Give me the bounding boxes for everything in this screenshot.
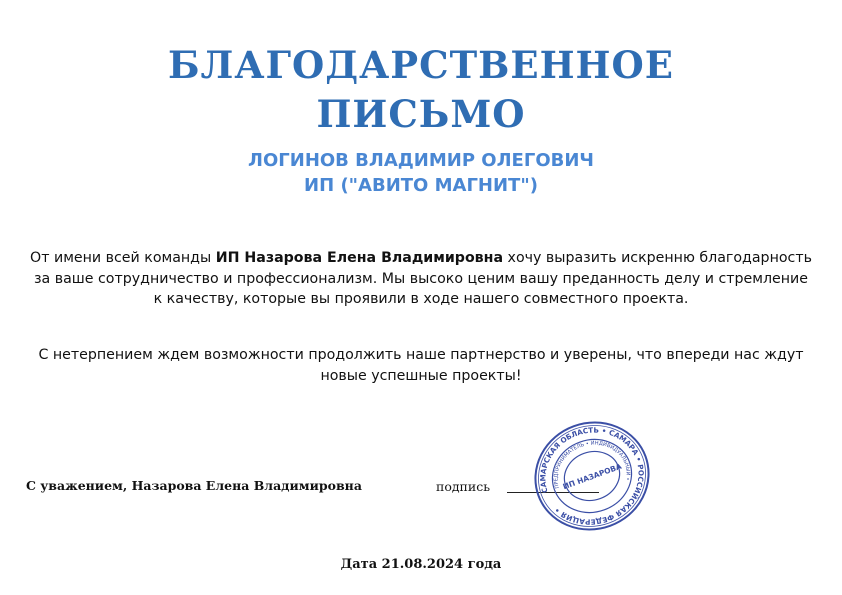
- letter-title-line-2: ПИСЬМО: [316, 92, 526, 136]
- regards-signature: С уважением, Назарова Елена Владимировна: [26, 478, 362, 493]
- stamp-inner-text: ПРЕДПРИНИМАТЕЛЬ • ИНДИВИДУАЛЬНЫЙ •: [553, 440, 631, 490]
- letter-title-line-1: БЛАГОДАРСТВЕННОЕ: [168, 43, 674, 87]
- gratitude-paragraph: [30, 248, 812, 310]
- paragraph-prefix: От имени всей команды: [30, 250, 216, 266]
- paragraph-suffix: хочу выразить искренню благодарность за ваше сотрудничество и профессионализм. Мы высоко ценим вашу преданность делу и стремление к качеству, которые вы проявили в ходе нашего совместного проекта.: [33, 250, 812, 307]
- sender-name-bold: ИП Назарова Елена Владимировна: [215, 250, 504, 266]
- recipient-company: ИП ("АВИТО МАГНИТ"): [304, 175, 538, 196]
- signature-label: подпись: [436, 479, 491, 494]
- letter-date: Дата 21.08.2024 года: [340, 557, 502, 572]
- partnership-paragraph: С нетерпением ждем возможности продолжить наше партнерство и уверены, что впереди нас ждут новые успешные проекты!: [38, 347, 804, 384]
- stamp-ring-text: САМАРСКАЯ ОБЛАСТЬ • САМАРА • РОССИЙСКАЯ ФЕДЕРАЦИЯ •: [538, 425, 646, 527]
- recipient-name: ЛОГИНОВ ВЛАДИМИР ОЛЕГОВИЧ: [248, 150, 594, 171]
- company-stamp: [531, 420, 653, 532]
- stamp-center-text: ИП НАЗАРОВА: [561, 461, 623, 492]
